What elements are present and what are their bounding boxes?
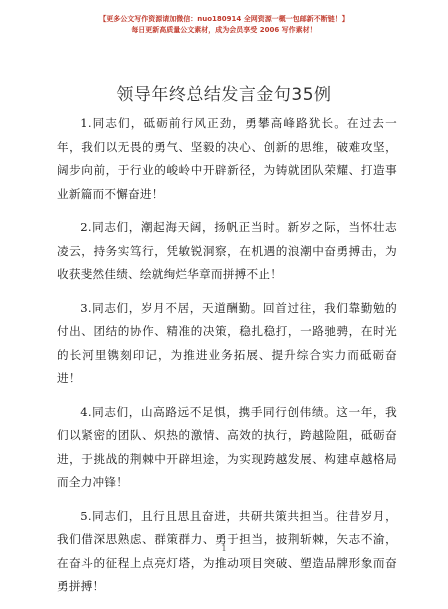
paragraph-5: 5.同志们，且行且思且奋进，共研共策共担当。往昔岁月，我们借深思熟虑、群策群力、勇于担当，披荆斩棘，矢志不渝，在奋斗的征程上点亮灯塔，为推动项目突破、塑造品牌形象而奋勇拼搏！ bbox=[57, 508, 397, 593]
paragraph-4: 4.同志们，山高路远不足惧，携手同行创伟绩。这一年，我们以紧密的团队、炽热的激情、高效的执行，跨越险阻，砥砺奋进，于挑战的荆棘中开辟坦途，为实现跨越发展、构建卓越格局而全力冲锋！ bbox=[57, 404, 397, 489]
page-number: 1 bbox=[221, 544, 227, 553]
document-body bbox=[57, 112, 397, 609]
paragraph-2: 2.同志们，潮起海天阔，扬帆正当时。新岁之际，当怀壮志凌云，持务实笃行，凭敏锐洞察，在机遇的浪潮中奋勇搏击，为收获斐然佳绩、绘就绚烂华章而拼搏不止！ bbox=[57, 220, 397, 281]
paragraph-1: 1.同志们，砥砺前行风正劲，勇攀高峰路犹长。在过去一年，我们以无畏的勇气、坚毅的决心、创新的思维，破难攻坚，阔步向前，于行业的峻岭中开辟新径，为铸就团队荣耀、打造事业新篇而不懈奋进！ bbox=[57, 116, 397, 201]
promo-banner bbox=[0, 14, 448, 36]
promo-banner-line-2: 每日更新高质量公文素材，成为会员享受 2006 写作素材！ bbox=[131, 26, 317, 34]
document-title: 领导年终总结发言金句35例 bbox=[116, 85, 332, 105]
promo-banner-line-1: 【更多公文写作资源请加微信：nuo180914 全网资源一概一包邮新不断链！】 bbox=[99, 15, 349, 23]
paragraph-3: 3.同志们，岁月不居，天道酬勤。回首过往，我们靠勤勉的付出、团结的协作、精准的决策，稳扎稳打，一路驰骋，在时光的长河里镌刻印记，为推进业务拓展、提升综合实力而砥砺奋进！ bbox=[57, 300, 397, 385]
